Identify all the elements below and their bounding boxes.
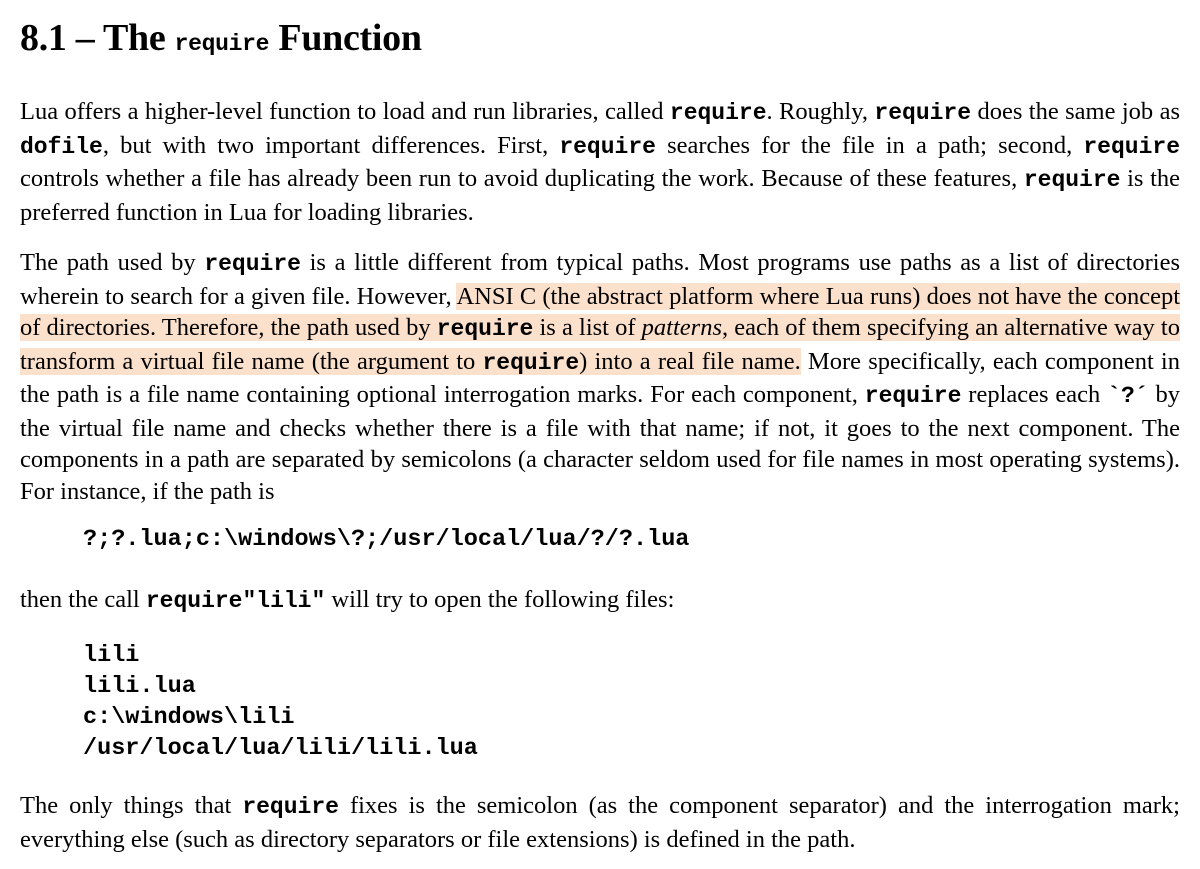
text-run: is a list of	[533, 314, 642, 341]
text-run: is the preferred function in Lua for loading libraries.	[20, 165, 1180, 226]
text-run: More specifically, each component in the path is a file name containing optional interrogation marks. For each component,	[20, 347, 1180, 408]
text-run: , but with two important differences. First,	[102, 131, 560, 159]
inline-code: require	[1083, 133, 1180, 160]
file-entry: c:\windows\lili	[83, 704, 295, 731]
section-heading	[20, 14, 422, 68]
text-run: will try to open the following files:	[325, 586, 675, 613]
inline-code: require	[482, 349, 580, 376]
inline-code: require	[242, 794, 339, 820]
text-run: The only things that	[20, 792, 243, 819]
code-block-files	[83, 640, 478, 764]
text-run: searches for the file in a path; second,	[655, 131, 1084, 159]
inline-code: require"lili"	[145, 588, 326, 614]
text-run: by the virtual file name and checks whether there is a file with that name; if not, it goes to the next component. The components in a path are separated by semicolons (a character seldom used for file names in most operating systems). For instance, if the path is	[20, 381, 1180, 505]
text-run: controls whether a file has already been run to avoid duplicating the work. Because of these features,	[20, 165, 1024, 192]
text-run: ANSI C (the abstract platform where Lua runs) does not have the concept of directories. Therefore, the path used by	[20, 282, 1180, 341]
inline-code: `?´	[1107, 383, 1149, 409]
inline-code: require	[864, 383, 962, 409]
paragraph-path	[20, 247, 1180, 507]
heading-suffix: Function	[269, 17, 422, 59]
heading-code: require	[174, 31, 270, 57]
heading-prefix: 8.1 – The	[20, 17, 175, 59]
emphasis-text: patterns	[641, 314, 722, 341]
inline-code: require	[559, 133, 656, 160]
inline-code: require	[204, 251, 301, 277]
text-run: then the call	[20, 586, 146, 613]
text-run: replaces each	[961, 381, 1108, 408]
text-run: Lua offers a higher-level function to load and run libraries, called	[20, 98, 670, 125]
text-run: , each of them specifying an alternative way to transform a virtual file name (the argument to	[20, 314, 1180, 375]
paragraph-intro	[20, 96, 1180, 228]
inline-code: require	[1023, 167, 1121, 193]
file-entry: lili.lua	[83, 673, 196, 700]
inline-code: require	[874, 100, 972, 126]
paragraph-call	[20, 584, 1180, 618]
paragraph-conclusion	[20, 790, 1180, 855]
file-entry: lili	[83, 642, 140, 669]
text-run: does the same job as	[971, 98, 1180, 125]
text-run: fixes is the semicolon (as the component separator) and the interrogation mark; everything else (such as directory separators or file extensions) is defined in the path.	[20, 792, 1180, 853]
file-entry: /usr/local/lua/lili/lili.lua	[83, 735, 478, 762]
inline-code: dofile	[20, 133, 103, 160]
text-run: . Roughly,	[766, 98, 875, 125]
text-run: ) into a real file name.	[579, 347, 801, 375]
text-run: is a little different from typical paths. Most programs use paths as a list of directories wherein to search for a given file. However,	[20, 249, 1180, 310]
inline-code: require	[436, 316, 534, 342]
inline-code: require	[669, 100, 767, 126]
text-run: The path used by	[20, 249, 205, 276]
code-block-path: ?;?.lua;c:\windows\?;/usr/local/lua/?/?.lua	[83, 526, 690, 553]
